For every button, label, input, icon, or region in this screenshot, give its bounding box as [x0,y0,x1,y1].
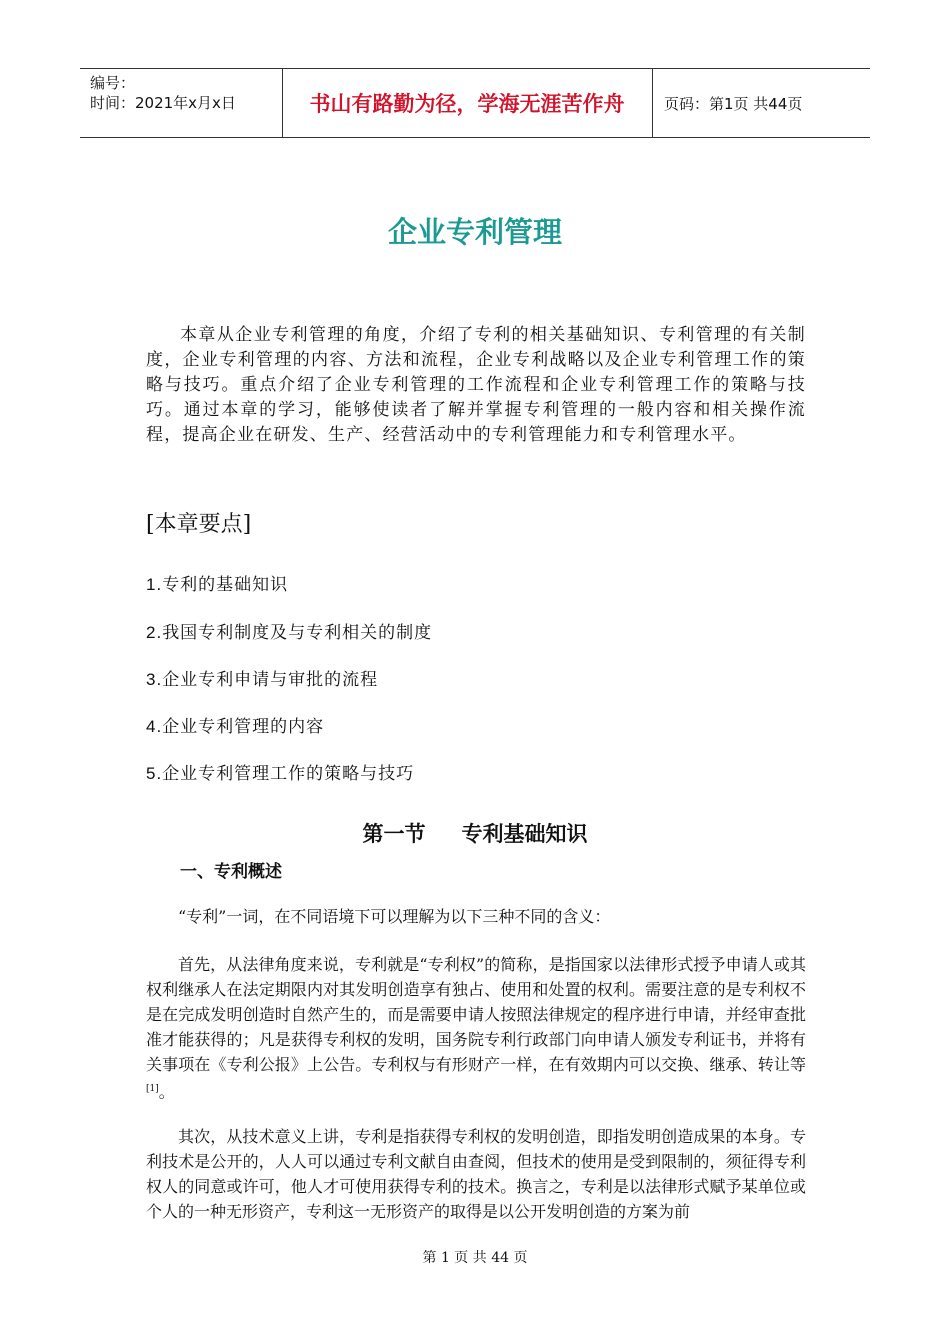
paragraph-text: 首先，从法律角度来说，专利就是“专利权”的简称，是指国家以法律形式授予申请人或其权利继承人在法定期限内对其发明创造享有独占、使用和处置的权利。需要注意的是专利权不是在完成发明创造时自然产生的，而是需要申请人按照法律规定的程序进行申请，并经审查批准才能获得的；凡是获得专利权的发明，国务院专利行政部门向申请人颁发专利证书，并将有关事项在《专利公报》上公告。专利权与有形财产一样，在有效期内可以交换、继承、转让等 [146,955,806,1074]
section-title: 专利基础知识 [461,822,588,846]
document-header [80,68,870,138]
key-point-item [146,759,414,784]
time-label: 时间：2021年x月x日 [90,94,236,112]
key-point-number: 1. [146,575,163,594]
paragraph-text: “专利”一词，在不同语境下可以理解为以下三种不同的含义： [178,907,611,926]
key-point-number: 4. [146,717,163,736]
subsection-heading: 一、专利概述 [180,862,282,882]
key-point-number: 2. [146,623,163,642]
page-footer: 第 1 页 共 44 页 [422,1250,528,1266]
paragraph-text: 其次，从技术意义上讲，专利是指获得专利权的发明创造，即指发明创造成果的本身。专利技术是公开的，人人可以通过专利文献自由查阅，但技术的使用是受到限制的，须征得专利权人的同意或许可，他人才可使用获得专利的技术。换言之，专利是以法律形式赋予某单位或个人的一种无形资产，专利这一无形资产的取得是以公开发明创造的方案为前 [146,1127,806,1221]
chapter-intro [146,323,806,448]
section-heading [0,818,950,848]
key-point-number: 3. [146,670,163,689]
header-meta [90,73,236,113]
key-point-item [146,712,324,737]
key-point-item [146,618,432,643]
key-point-text: 企业专利申请与审批的流程 [162,670,379,690]
document-title: 企业专利管理 [387,215,562,249]
intro-text: 本章从企业专利管理的角度，介绍了专利的相关基础知识、专利管理的有关制度，企业专利管理的内容、方法和流程，企业专利战略以及企业专利管理工作的策略与技巧。重点介绍了企业专利管理的工作流程和企业专利管理工作的策略与技巧。通过本章的学习，能够使读者了解并掌握专利管理的一般内容和相关操作流程，提高企业在研发、生产、经营活动中的专利管理能力和专利管理水平。 [146,325,806,445]
key-point-text: 企业专利管理工作的策略与技巧 [162,764,415,784]
citation-marker: [1] [146,1084,159,1094]
key-point-text: 企业专利管理的内容 [162,717,325,737]
key-points-heading: [本章要点] [146,512,252,537]
key-point-number: 5. [146,764,163,783]
key-point-item [146,665,378,690]
header-page-info: 页码：第1页 共44页 [664,94,803,113]
body-paragraph [146,952,806,1104]
body-paragraph [146,904,806,929]
header-motto: 书山有路勤为径，学海无涯苦作舟 [309,92,625,116]
body-paragraph [146,1124,806,1224]
paragraph-end: 。 [158,1082,175,1102]
key-point-item [146,570,288,595]
section-number: 第一节 [362,822,426,846]
key-point-text: 我国专利制度及与专利相关的制度 [162,623,433,643]
key-point-text: 专利的基础知识 [162,575,289,595]
number-label: 编号： [90,74,136,92]
header-divider-right [652,69,653,137]
